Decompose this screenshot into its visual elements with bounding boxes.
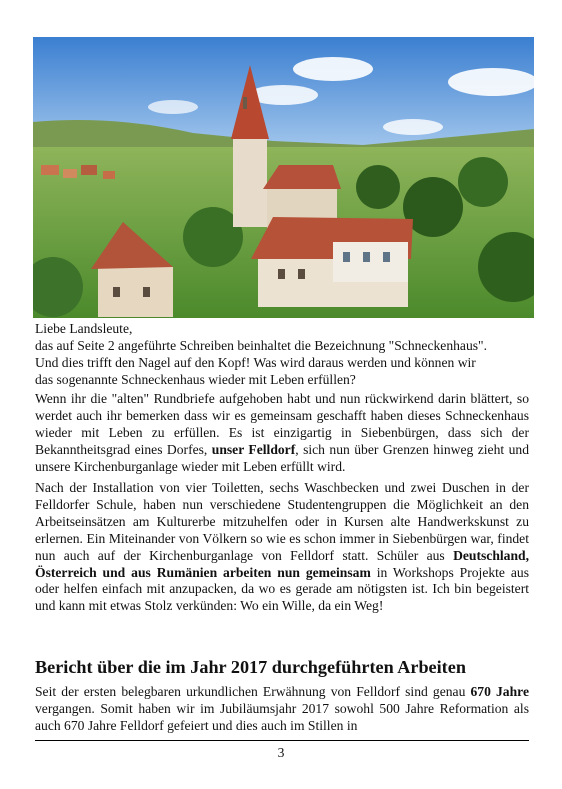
paragraph-3: [35, 480, 529, 615]
paragraph-2: [35, 391, 529, 476]
paragraph-4: [35, 684, 529, 735]
para4-text-end: vergangen. Somit haben wir im Jubiläumsjahr 2017 sowohl 500 Jahre Reformation als auch 670 Jahre Felldorf gefeiert und dies auch im Stillen in: [35, 700, 529, 733]
intro-line-1: das auf Seite 2 angeführte Schreiben beinhaltet die Bezeichnung "Schneckenhaus".: [35, 337, 487, 353]
para2-text: Wenn ihr die "alten" Rundbriefe aufgehoben habt und nun rückwirkend darin blättert, so werdet auch ihr bemerken dass wir es gemeinsam geschafft haben dieses Schneckenhaus wieder mit Leben zu erfüllen. Es ist einzigartig in Siebenbürgen, dass sich der Bekanntheitsgrad eines Dorfes,: [35, 391, 529, 457]
para3-text: Nach der Installation von vier Toiletten, sechs Waschbecken und zwei Duschen in der Felldorfer Schule, haben nun verschiedene Studentengruppen die Möglichkeit an den Arbeitseinsätzen am Kulturerbe mitzuhelfen oder in Kursen alte Handwerkskunst zu erlernen. Ein Miteinander von Völkern so wie es schon immer in Siebenbürgen war, findet nun auch auf der Kirchenburganlage von Felldorf statt. Schüler aus: [35, 480, 529, 563]
letter-body: [35, 321, 529, 389]
page-number: 3: [277, 745, 285, 760]
intro-line-2: Und dies trifft den Nagel auf den Kopf! Was wird daraus werden und können wir: [35, 354, 476, 370]
para4-bold: 670 Jahre: [470, 684, 529, 699]
section-heading: Bericht über die im Jahr 2017 durchgeführten Arbeiten: [35, 657, 466, 677]
footer-rule: [35, 740, 529, 741]
para3-text-end: in Workshops Projekte aus oder helfen einfach mit anzupacken, da wo es gerade am nötigsten ist. Ich bin begeistert und kann mit etwas Stolz verkünden: Wo ein Wille, da ein Weg!: [35, 564, 529, 614]
para2-bold: unser Felldorf: [211, 441, 296, 457]
greeting: Liebe Landsleute,: [35, 321, 133, 336]
church-photo: [33, 37, 534, 318]
para4-text: Seit der ersten belegbaren urkundlichen Erwähnung von Felldorf sind genau: [35, 684, 471, 699]
intro-line-3: das sogenannte Schneckenhaus wieder mit Leben erfüllen?: [35, 371, 356, 387]
para3-bold: Deutschland, Österreich und aus Rumänien arbeiten nun gemeinsam: [35, 547, 529, 580]
para2-text-end: , sich nun über Grenzen hinweg zieht und unsere Kirchenburganlage wieder mit Leben erfüllt wird.: [35, 441, 529, 474]
